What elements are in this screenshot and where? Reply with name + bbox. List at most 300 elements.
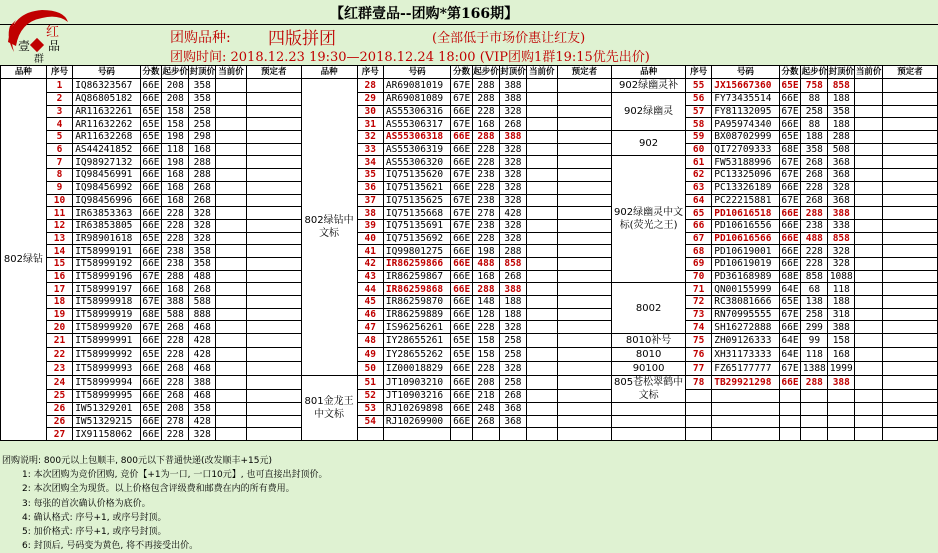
serial-code: IR63853805 [73,219,140,232]
bidder [246,207,301,220]
row-number: 2 [46,93,72,106]
current-price [216,283,247,296]
serial-code: JT10903216 [383,389,450,403]
bidder [883,143,938,156]
table-row [1,428,938,441]
column-header: 号码 [383,66,450,79]
start-price: 158 [473,348,500,362]
empty-cell [801,403,828,416]
row-number: 5 [46,131,72,144]
serial-code: FY81132095 [712,105,779,118]
row-number: 9 [46,181,72,194]
bidder [557,270,612,283]
start-price: 268 [801,156,828,169]
cap-price: 368 [828,169,855,182]
row-number: 56 [685,93,711,106]
empty-cell [612,415,686,428]
current-price [855,257,883,270]
variety-label: 802绿钻 [1,79,47,441]
variety-label: 902绿幽灵 [612,93,686,131]
empty-cell [383,428,450,441]
grade: 64E [779,283,801,296]
column-header: 起步价 [162,66,189,77]
serial-code: SH16272888 [712,321,779,334]
variety-label: 8002 [612,283,686,334]
current-price [855,105,883,118]
cap-price: 338 [828,219,855,232]
cap-price: 298 [189,131,216,144]
current-price [526,428,557,441]
start-price: 158 [162,105,189,118]
row-number: 27 [46,428,72,441]
grade: 66E [140,181,162,194]
serial-code: RJ10269900 [383,415,450,428]
start-price: 268 [162,321,189,334]
variety-label: 8010补号 [612,334,686,348]
logo-char: 品 [48,39,61,53]
row-number: 20 [46,321,72,334]
serial-code: IQ75135668 [383,207,450,220]
current-price [526,118,557,131]
cap-price: 388 [499,131,526,144]
grade: 65E [451,334,473,348]
cap-price: 118 [828,283,855,296]
grade: 65E [140,348,162,362]
table-row [1,181,938,194]
start-price: 228 [162,219,189,232]
variety-label: 902 [612,131,686,156]
row-number: 21 [46,334,72,348]
cap-price: 388 [828,207,855,220]
current-price [855,389,883,403]
cap-price: 428 [189,334,216,348]
cap-price: 328 [189,232,216,245]
start-price: 168 [162,194,189,207]
serial-code: IQ98927132 [73,156,140,169]
serial-code: IT58999918 [73,296,140,309]
cap-price: 328 [499,219,526,232]
cap-price: 268 [499,270,526,283]
bidder [883,156,938,169]
start-price: 288 [801,376,828,390]
bidder [246,257,301,270]
current-price [216,194,247,207]
logo-char: 群 [34,54,44,64]
cap-price: 468 [189,362,216,376]
table-row [1,232,938,245]
table-row [1,156,938,169]
row-number: 44 [357,283,383,296]
row-number: 6 [46,143,72,156]
table-row [1,376,938,390]
table-row [1,207,938,220]
bidder [557,283,612,296]
serial-code: PA95974340 [712,118,779,131]
start-price: 858 [801,270,828,283]
grade: 66E [140,283,162,296]
cap-price: 1088 [828,270,855,283]
bidder [883,219,938,232]
table-row [1,118,938,131]
cap-price: 188 [499,308,526,321]
cap-price: 468 [189,389,216,403]
product-name: 四版拼团 [268,29,336,49]
title-bar [0,0,938,25]
serial-code: AS55306318 [383,131,450,144]
serial-code: IR98901618 [73,232,140,245]
current-price [855,143,883,156]
current-price [526,156,557,169]
table-row [1,93,938,106]
bidder [246,415,301,428]
serial-code: AS55306316 [383,105,450,118]
current-price [855,283,883,296]
bidder [883,348,938,362]
row-number: 35 [357,169,383,182]
current-price [526,362,557,376]
bidder [557,93,612,106]
start-price: 268 [162,389,189,403]
bidder [557,181,612,194]
cap-price: 328 [499,156,526,169]
serial-code: IR86259870 [383,296,450,309]
row-number: 46 [357,308,383,321]
start-price: 228 [801,181,828,194]
current-price [216,131,247,144]
current-price [526,169,557,182]
grade: 66E [140,415,162,428]
row-number: 49 [357,348,383,362]
bidder [557,219,612,232]
cap-price: 388 [499,283,526,296]
serial-code: IQ75135620 [383,169,450,182]
current-price [526,348,557,362]
cap-price: 388 [828,321,855,334]
cap-price: 328 [499,194,526,207]
start-price: 268 [162,362,189,376]
row-number: 26 [46,415,72,428]
logo-char: 红 [46,25,60,40]
start-price: 238 [473,169,500,182]
grade: 66E [779,118,801,131]
empty-cell [612,428,686,441]
bidder [246,169,301,182]
grade: 66E [451,181,473,194]
cap-price: 1999 [828,362,855,376]
row-number: 65 [685,207,711,220]
bidder [883,257,938,270]
serial-code: PD10619019 [712,257,779,270]
grade: 66E [779,257,801,270]
current-price [526,93,557,106]
empty-cell [801,428,828,441]
column-header: 序号 [46,66,72,79]
grade: 66E [140,245,162,258]
grade: 67E [779,308,801,321]
bidder [246,334,301,348]
row-number: 59 [685,131,711,144]
start-price: 758 [801,79,828,93]
row-number: 63 [685,181,711,194]
bidder [246,194,301,207]
cap-price: 358 [828,105,855,118]
cap-price: 288 [189,156,216,169]
bidder [246,232,301,245]
serial-code: AR11632262 [73,118,140,131]
cap-price: 188 [499,296,526,309]
current-price [526,105,557,118]
serial-code: IS96256261 [383,321,450,334]
column-header: 起步价 [801,66,828,77]
row-number: 57 [685,105,711,118]
current-price [855,334,883,348]
bidder [246,403,301,416]
current-price [216,403,247,416]
cap-price: 328 [828,245,855,258]
cap-price: 288 [499,245,526,258]
bidder [246,131,301,144]
current-price [855,245,883,258]
bidder [883,245,938,258]
current-price [855,415,883,428]
grade: 67E [140,296,162,309]
bidder [557,105,612,118]
serial-code: ZH09126333 [712,334,779,348]
table-row [1,105,938,118]
start-price: 168 [162,169,189,182]
serial-code: PD10616518 [712,207,779,220]
cap-price: 268 [499,389,526,403]
serial-code: QI72709333 [712,143,779,156]
current-price [216,389,247,403]
table-row [1,257,938,270]
start-price: 268 [801,194,828,207]
cap-price: 368 [499,415,526,428]
start-price: 218 [473,389,500,403]
grade: 66E [779,321,801,334]
current-price [855,308,883,321]
row-number: 39 [357,219,383,232]
row-number: 22 [46,348,72,362]
column-header: 预定者 [557,66,612,79]
cap-price: 318 [828,308,855,321]
empty-cell [828,415,855,428]
bidder [246,93,301,106]
serial-code: PC13326189 [712,181,779,194]
grade: 66E [451,362,473,376]
grade: 65E [140,105,162,118]
start-price: 228 [162,348,189,362]
row-number: 50 [357,362,383,376]
bidder [557,143,612,156]
grade: 66E [451,105,473,118]
variety-label: 8010 [612,348,686,362]
start-price: 168 [473,270,500,283]
bidder [246,428,301,441]
current-price [855,296,883,309]
start-price: 278 [162,415,189,428]
start-price: 228 [801,257,828,270]
start-price: 198 [162,156,189,169]
empty-cell [712,428,779,441]
row-number: 42 [357,257,383,270]
empty-cell [779,415,801,428]
grade: 66E [140,156,162,169]
cap-price: 388 [499,93,526,106]
row-number: 47 [357,321,383,334]
bidder [883,321,938,334]
row-number: 8 [46,169,72,182]
row-number: 72 [685,296,711,309]
grade: 67E [140,270,162,283]
grade: 67E [451,93,473,106]
serial-code: RC38081666 [712,296,779,309]
logo [2,2,74,64]
column-header: 起步价 [473,66,499,77]
column-header: 封顶价 [189,66,215,77]
column-header: 封顶价 [828,66,855,77]
start-price: 208 [162,79,189,93]
current-price [855,403,883,416]
grade: 66E [779,219,801,232]
serial-code: IY28655262 [383,348,450,362]
table-row [1,308,938,321]
cap-price: 368 [828,156,855,169]
empty-cell [473,428,500,441]
row-number: 61 [685,156,711,169]
bidder [883,131,938,144]
cap-price: 328 [499,169,526,182]
serial-code: IR86259866 [383,257,450,270]
start-price: 228 [473,156,500,169]
column-header: 号码 [73,66,140,79]
serial-code: IT58999995 [73,389,140,403]
bidder [883,181,938,194]
cap-price: 858 [499,257,526,270]
grade: 66E [779,232,801,245]
bidder [246,118,301,131]
serial-code: AR69081089 [383,93,450,106]
start-price: 228 [162,232,189,245]
serial-code: PC22215881 [712,194,779,207]
start-price: 258 [801,308,828,321]
row-number: 74 [685,321,711,334]
start-price: 238 [162,257,189,270]
bidder [557,362,612,376]
cap-price: 328 [189,428,216,441]
cap-price: 388 [828,376,855,390]
grade: 66E [140,389,162,403]
current-price [526,296,557,309]
row-number: 62 [685,169,711,182]
current-price [855,131,883,144]
note-line: 2: 本次团购全为现货。以上价格包含评级费和邮费在内的所有费用。 [22,484,295,495]
current-price [216,93,247,106]
row-number: 55 [685,79,711,93]
row-number: 4 [46,118,72,131]
grade: 66E [140,93,162,106]
cap-price: 188 [828,296,855,309]
row-number: 12 [46,219,72,232]
table-row [1,334,938,348]
cap-price: 388 [499,79,526,93]
cap-price: 158 [828,334,855,348]
start-price: 228 [801,245,828,258]
cap-price: 508 [828,143,855,156]
table-row [1,245,938,258]
current-price [216,296,247,309]
grade: 66E [779,207,801,220]
serial-code: IQ98456996 [73,194,140,207]
grade: 67E [779,194,801,207]
current-price [855,194,883,207]
start-price: 228 [162,376,189,390]
start-price: 228 [473,232,500,245]
grade: 65E [140,403,162,416]
start-price: 358 [801,143,828,156]
serial-code: IT58999197 [73,283,140,296]
grade: 67E [451,219,473,232]
serial-code: IQ75135625 [383,194,450,207]
row-number: 16 [46,270,72,283]
bidder [883,334,938,348]
grade: 65E [140,118,162,131]
current-price [526,308,557,321]
column-header: 当前价 [216,66,247,79]
column-header: 号码 [712,66,779,79]
current-price [216,105,247,118]
empty-cell [828,428,855,441]
serial-code: IX91158062 [73,428,140,441]
current-price [216,207,247,220]
start-price: 188 [801,131,828,144]
bidder [246,389,301,403]
grade: 67E [451,169,473,182]
grade: 66E [451,415,473,428]
empty-cell [779,403,801,416]
bidder [883,93,938,106]
cap-price: 428 [499,207,526,220]
start-price: 88 [801,93,828,106]
row-number: 70 [685,270,711,283]
cap-price: 168 [189,143,216,156]
start-price: 588 [162,308,189,321]
table-row [1,169,938,182]
cap-price: 368 [828,194,855,207]
serial-code: IQ99801275 [383,245,450,258]
cap-price: 428 [189,415,216,428]
cap-price: 328 [499,143,526,156]
column-header: 预定者 [883,66,938,79]
start-price: 99 [801,334,828,348]
start-price: 168 [162,181,189,194]
current-price [216,143,247,156]
serial-code: BX08702999 [712,131,779,144]
row-number: 30 [357,105,383,118]
grade: 66E [451,143,473,156]
serial-code: IT58999192 [73,257,140,270]
empty-cell [712,403,779,416]
notes [2,454,932,553]
cap-price: 288 [828,131,855,144]
table-row [1,415,938,428]
start-price: 118 [162,143,189,156]
row-number: 75 [685,334,711,348]
grade: 66E [140,376,162,390]
grade: 68E [140,308,162,321]
bidder [883,105,938,118]
start-price: 228 [473,321,500,334]
